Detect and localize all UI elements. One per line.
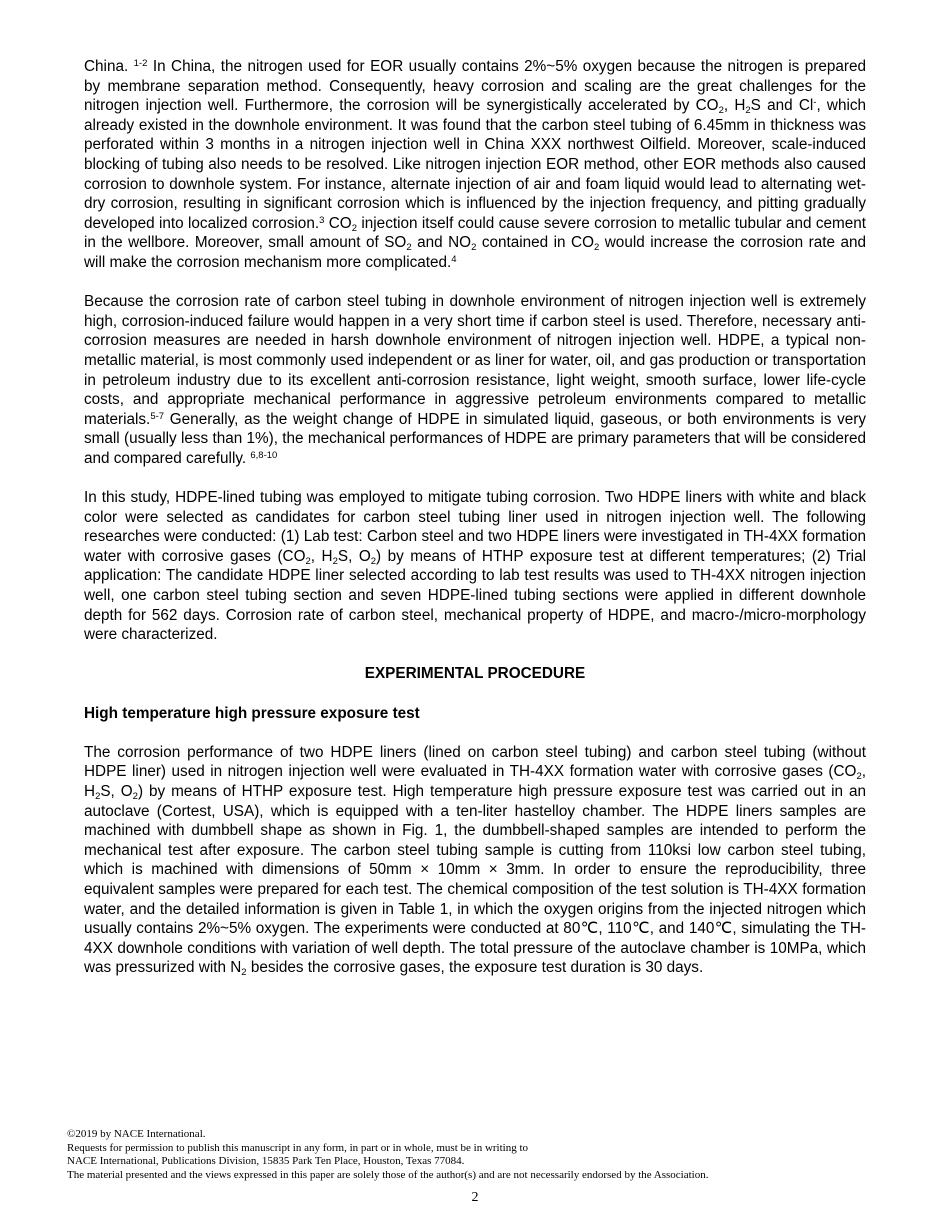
text-run: S, O <box>337 547 371 565</box>
subscript: 2 <box>332 555 338 567</box>
text-run: Generally, as the weight change of HDPE in simulated liquid, gaseous, or both environments is very small (usually less than 1%), the mechanical performances of HDPE are primary parameters that will be considered and compared carefully. <box>84 410 866 467</box>
paragraph-introduction-corrosion <box>84 57 866 273</box>
text-run: China. <box>84 58 129 75</box>
footer-copyright: ©2019 by NACE International. <box>67 1128 206 1140</box>
page-body <box>84 57 866 998</box>
footer-disclaimer: The material presented and the views expressed in this paper are solely those of the author(s) and are not necessarily endorsed by the Association. <box>67 1168 709 1181</box>
text-run: , which already existed in the downhole environment. It was found that the carbon steel tubing of 6.45mm in thickness was perforated within 3 months in a nitrogen injection well in China XXX northwest Oilfield. Moreover, scale-induced blocking of tubing also needs to be resolved. Like nitrogen injection EOR method, other EOR methods also caused corrosion to downhole system. For instance, alternate injection of air and foam liquid would lead to alternating wet-dry corrosion, resulting in significant corrosion which is influenced by the injection frequency, and pitting gradually developed into localized corrosion. <box>84 97 867 232</box>
text-run: and NO <box>411 234 472 252</box>
subscript: 2 <box>305 555 311 567</box>
subsection-heading: High temperature high pressure exposure test <box>84 704 420 722</box>
subscript: 2 <box>856 771 862 783</box>
subscript: 2 <box>718 105 724 117</box>
section-heading: EXPERIMENTAL PROCEDURE <box>364 665 586 683</box>
text-run: ) by means of HTHP exposure test at different temperatures; (2) Trial application: The candidate HDPE liner selected according to lab test results was used to TH-4XX nitrogen injection well, one carbon steel tubing section and seven HDPE-lined tubing sections were applied in different downhole depth for 562 days. Corrosion rate of carbon steel, mechanical property of HDPE, and macro-/micro-morphology were characterized. <box>84 547 866 644</box>
paragraph-hdpe-background <box>84 292 866 468</box>
citation-superscript: 5-7 <box>150 410 165 422</box>
text-run: In this study, HDPE-lined tubing was employed to mitigate tubing corrosion. Two HDPE liners with white and black color were selected as candidates for carbon steel tubing liner used in nitrogen injection well. The following researches were conducted: (1) Lab test: Carbon steel and two HDPE liners were investigated in TH-4XX formation water with corrosive gases (CO <box>84 489 866 565</box>
paragraph-study-overview <box>84 488 866 645</box>
text-run: CO <box>324 214 352 232</box>
text-run: S, O <box>100 782 133 800</box>
footer-address: NACE International, Publications Division, 15835 Park Ten Place, Houston, Texas 77084. <box>67 1155 465 1167</box>
text-run: Because the corrosion rate of carbon steel tubing in downhole environment of nitrogen injection well is extremely high, corrosion-induced failure would happen in a very short time if carbon steel is used. Therefore, necessary anti-corrosion measures are needed in harsh downhole environment of nitrogen injection well. HDPE, a typical non-metallic material, is most commonly used independent or as liner for water, oil, and gas production or transportation in petroleum industry due to its excellent anti-corrosion resistance, light weight, smooth surface, lower life-cycle costs, and appropriate mechanical performance in aggressive petroleum environments compared to metallic materials. <box>84 293 866 428</box>
subscript: 2 <box>370 555 377 567</box>
citation-superscript: 3 <box>319 214 325 226</box>
text-run: , H <box>84 763 866 800</box>
citation-superscript: 4 <box>451 253 457 265</box>
text-run: ) by means of HTHP exposure test. High temperature high pressure exposure test was carried out in an autoclave (Cortest, USA), which is equipped with a ten-liter hastelloy chamber. The HDPE liners samples are machined with dumbbell shape as shown in Fig. 1, the dumbbell-shaped samples are intended to perform the mechanical test after exposure. The carbon steel tubing sample is cutting from 110ksi low carbon steel tubing, which is machined with dimensions of 50mm × 10mm × 3mm. In order to ensure the reproducibility, three equivalent samples were prepared for each test. The chemical composition of the test solution is TH-4XX formation water, and the detailed information is given in Table 1, in which the oxygen origins from the injected nitrogen which usually contains 2%~5% oxygen. The experiments were conducted at 80℃, 110℃, and 140℃, simulating the TH-4XX downhole conditions with variation of well depth. The total pressure of the autoclave chamber is 10MPa, which was pressurized with N <box>84 782 867 977</box>
page-number: 2 <box>471 1190 479 1205</box>
subscript: 2 <box>471 242 477 254</box>
citation-superscript: 1-2 <box>133 58 148 69</box>
citation-superscript: 6,8-10 <box>250 449 278 461</box>
subscript: 2 <box>132 790 138 802</box>
text-run: , H <box>723 97 746 115</box>
subscript: 2 <box>351 222 357 234</box>
subscript: 2 <box>593 242 600 254</box>
text-run: S and Cl <box>750 97 814 115</box>
subscript: 2 <box>241 967 247 979</box>
subscript: 2 <box>745 105 751 117</box>
paragraph-hthp-test <box>84 743 866 978</box>
subscript: 2 <box>95 790 101 802</box>
footer-permission: Requests for permission to publish this manuscript in any form, in part or in whole, must be in writing to <box>67 1141 529 1154</box>
text-run: contained in CO <box>476 234 594 252</box>
text-run: besides the corrosive gases, the exposure test duration is 30 days. <box>246 959 704 977</box>
text-run: , H <box>310 547 333 565</box>
superscript: - <box>813 97 817 109</box>
text-run: injection itself could cause severe corrosion to metallic tubular and cement in the wellbore. Moreover, small amount of SO <box>84 214 866 252</box>
text-run: The corrosion performance of two HDPE liners (lined on carbon steel tubing) and carbon steel tubing (without HDPE liner) used in nitrogen injection well were evaluated in TH-4XX formation water with corrosive gases (CO <box>84 743 866 781</box>
subscript: 2 <box>406 242 412 254</box>
text-run: would increase the corrosion rate and will make the corrosion mechanism more complicated. <box>84 234 866 271</box>
text-run: In China, the nitrogen used for EOR usually contains 2%~5% oxygen because the nitrogen is prepared by membrane separation method. Consequently, heavy corrosion and scaling are the great challenges for the nitrogen injection well. Furthermore, the corrosion will be synergistically accelerated by CO <box>84 58 866 115</box>
page-footer <box>67 1128 883 1182</box>
